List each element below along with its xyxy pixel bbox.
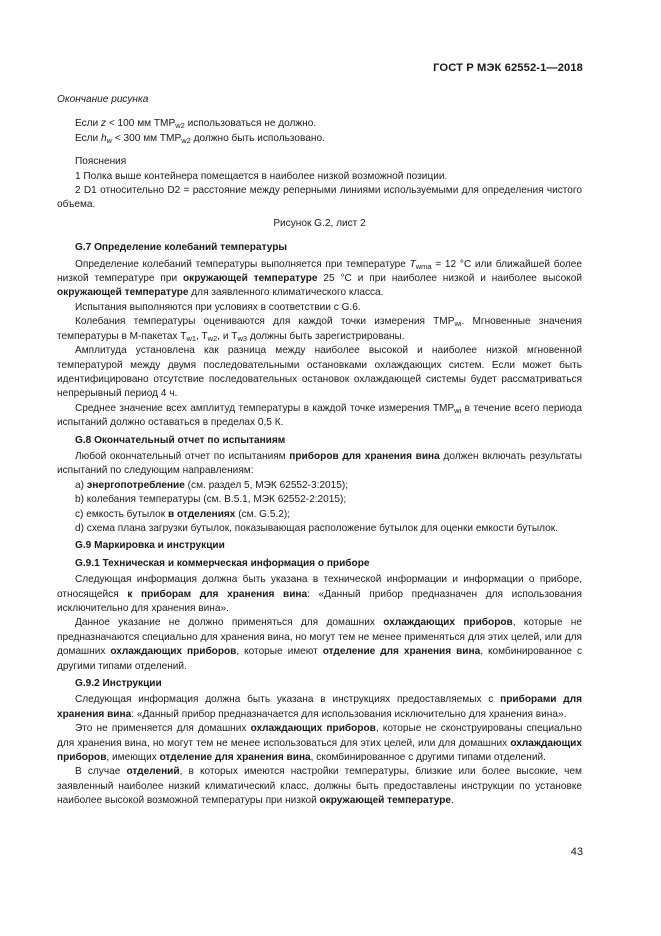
section-g8 [57,434,582,537]
notes-title: Пояснения [75,156,127,168]
page-number: 43 [570,846,583,858]
subsection-heading: G.9.2 Инструкции [75,678,162,690]
paragraph: Колебания температуры оцениваются для каждой точки измерения $TMP_{wi}$. Мгновенные значения температуры в М-пакетах $T_{w1}$, $T_{w2}$, и $T_{w3}$ должны быть зарегистрированы. [57,316,582,343]
paragraph: В случае отделений, в которых имеются настройки температуры, близкие или более высокие, чем заявленный наиболее низкий климатический класс, должны быть предоставлены инструкции по установке наиболее высокой возможной температуры при низкой окружающей температуре. [57,766,582,807]
subsection-heading: G.9.1 Техническая и коммерческая информация о приборе [75,557,370,569]
condition-1: Если z < 100 мм $TMP_{w2}$ использоваться не должно. [75,118,317,131]
paragraph: Следующая информация должна быть указана в инструкциях предоставляемых с приборами для хранения вина: «Данный прибор предназначается для использования исключительно для хранения вина». [57,694,582,720]
section-g7 [57,241,582,430]
list-item: b) колебания температуры (см. В.5.1, МЭК 62552-2:2015); [75,494,347,506]
paragraph: Любой окончательный отчет по испытаниям приборов для хранения вина должен включать результаты испытаний по следующим направлениям: [57,450,582,477]
note-1: 1 Полка выше контейнера помещается в наиболее низкой возможной позиции. [75,170,448,182]
note-2: 2 D1 относительно D2 = расстояние между реперными линиями используемыми для определения чистого объема. [57,185,582,211]
section-heading: G.8 Окончательный отчет по испытаниям [75,434,286,446]
list-item: c) емкость бутылок в отделениях (см. G.5.2); [75,508,291,520]
paragraph: Данное указание не должно применяться для домашних охлаждающих приборов, которые не предназначаются специально для хранения вина, но могут тем не менее применяться для этих целей, или для домашних охлаждающих приборов, которые имеют отделение для хранения вина, комбинированное с другими типами отделений. [57,617,582,672]
paragraph: Испытания выполняются при условиях в соответствии с G.6. [75,301,361,313]
paragraph: Это не применяется для домашних охлаждающих приборов, которые не сконструированы специально для хранения вина, но могут тем не менее использоваться для этих целей, или для домашних охлаждающих приборов, имеющих отделение для хранения вина, скомбинированное с другими типами отделений. [57,723,582,764]
standard-header: ГОСТ Р МЭК 62552-1—2018 [433,62,583,74]
paragraph: Следующая информация должна быть указана в технической информации и информации о приборе, относящейся к приборам для хранения вина: «Данный прибор предназначен для использования исключительно для хранения вина». [57,574,582,614]
paragraph: Среднее значение всех амплитуд температуры в каждой точке измерения $TMP_{wi}$ в течение всего периода испытаний должно оставаться в пределах 0,5 К. [57,402,582,429]
figure-notes [57,155,582,213]
paragraph: Определение колебаний температуры выполняется при температуре $T_{wma} = 12$ °С или ближайшей более низкой температуре при окружающей температуре 25 °С и при наиболее низкой и наиболее высокой окружающей температуре для заявленного климатического класса. [57,258,582,299]
section-heading: G.7 Определение колебаний температуры [75,242,288,254]
section-heading: G.9 Маркировка и инструкции [75,540,225,552]
condition-2: Если $h_w < 300$ мм $TMP_{w2}$ должно быть использовано. [75,132,325,145]
paragraph: Амплитуда установлена как разница между наиболее высокой и наиболее низкой мгновенной температурой между двумя последовательными остановками охлаждающих систем. Если может быть идентифицировано отсутствие последовательных остановок охлаждающей системы будет рассматриваться непрерывный период 4 ч. [57,345,582,400]
section-g9 [57,539,582,808]
page-content [57,93,582,809]
list-item: d) схема плана загрузки бутылок, показывающая расположение бутылок для оценки емкости бутылок. [75,522,558,534]
list-item: a) энергопотребление (см. раздел 5, МЭК 62552-3:2015); [75,479,349,491]
figure-caption: Рисунок G.2, лист 2 [273,217,366,229]
figure-conditions [57,117,582,146]
figure-continuation-label: Окончание рисунка [57,94,149,105]
